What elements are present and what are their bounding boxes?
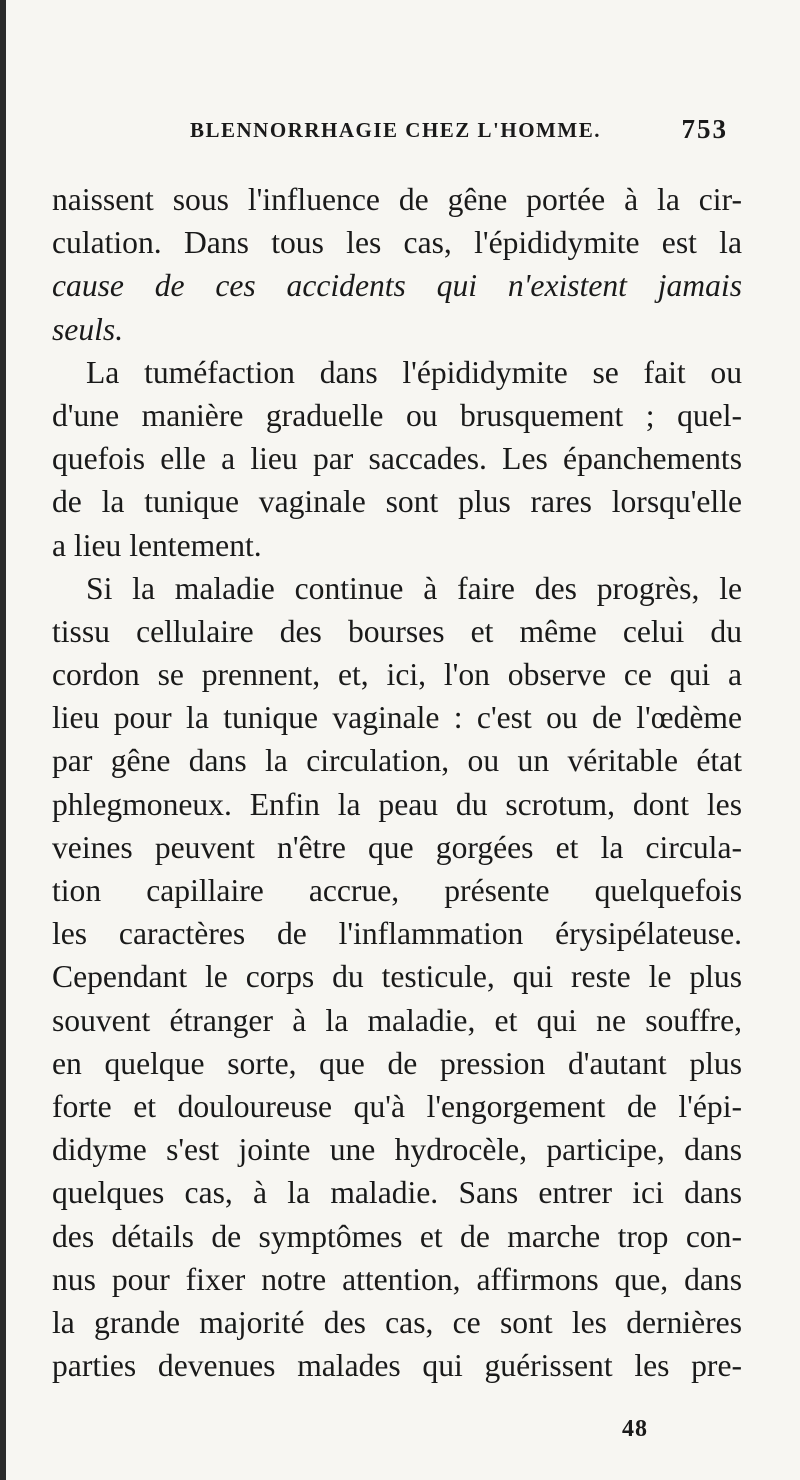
- text-line: forte et douloureuse qu'à l'engorgement de l'épi-: [52, 1088, 742, 1124]
- text-line: seuls.: [52, 311, 124, 347]
- text-line: parties devenues malades qui guérissent les pre-: [52, 1348, 742, 1384]
- text-line: a lieu lentement.: [52, 527, 262, 563]
- text-line: naissent sous l'influence de gêne portée à la cir-: [52, 182, 742, 217]
- text-line: Cependant le corps du testicule, qui reste le plus: [52, 959, 742, 995]
- text-line: quelques cas, à la maladie. Sans entrer ici dans: [52, 1175, 742, 1211]
- text-line: cause de ces accidents qui n'existent jamais: [52, 268, 742, 304]
- text-line: souvent étranger à la maladie, et qui ne souffre,: [52, 1002, 742, 1038]
- text-line: La tuméfaction dans l'épididymite se fait ou: [86, 354, 742, 390]
- text-line: en quelque sorte, que de pression d'autant plus: [52, 1045, 742, 1081]
- text-line: Si la maladie continue à faire des progrès, le: [86, 570, 742, 606]
- text-line: de la tunique vaginale sont plus rares lorsqu'elle: [52, 484, 742, 520]
- text-line: lieu pour la tunique vaginale : c'est ou de l'œdème: [52, 700, 742, 736]
- text-line: par gêne dans la circulation, ou un véritable état: [52, 743, 742, 779]
- text-line: cordon se prennent, et, ici, l'on observe ce qui a: [52, 657, 742, 693]
- text-line: culation. Dans tous les cas, l'épididymite est la: [52, 225, 742, 261]
- body-text: [52, 178, 742, 1387]
- text-line: des détails de symptômes et de marche trop con-: [52, 1218, 742, 1254]
- text-line: les caractères de l'inflammation érysipélateuse.: [52, 916, 742, 952]
- running-head: [146, 114, 728, 148]
- text-line: quefois elle a lieu par saccades. Les épanchements: [52, 441, 742, 477]
- text-line: veines peuvent n'être que gorgées et la circula-: [52, 829, 742, 865]
- running-head-title: BLENNORRHAGIE CHEZ L'HOMME.: [190, 118, 601, 142]
- text-line: tion capillaire accrue, présente quelquefois: [52, 873, 742, 908]
- text-line: nus pour fixer notre attention, affirmons que, dans: [52, 1261, 742, 1297]
- text-line: didyme s'est jointe une hydrocèle, participe, dans: [52, 1132, 742, 1168]
- text-line: tissu cellulaire des bourses et même celui du: [52, 613, 742, 649]
- signature-mark: 48: [622, 1416, 648, 1442]
- text-line: d'une manière graduelle ou brusquement ; quel-: [52, 397, 742, 433]
- text-line: la grande majorité des cas, ce sont les dernières: [52, 1304, 742, 1340]
- text-line: phlegmoneux. Enfin la peau du scrotum, dont les: [52, 786, 742, 822]
- page-number: 753: [681, 114, 728, 144]
